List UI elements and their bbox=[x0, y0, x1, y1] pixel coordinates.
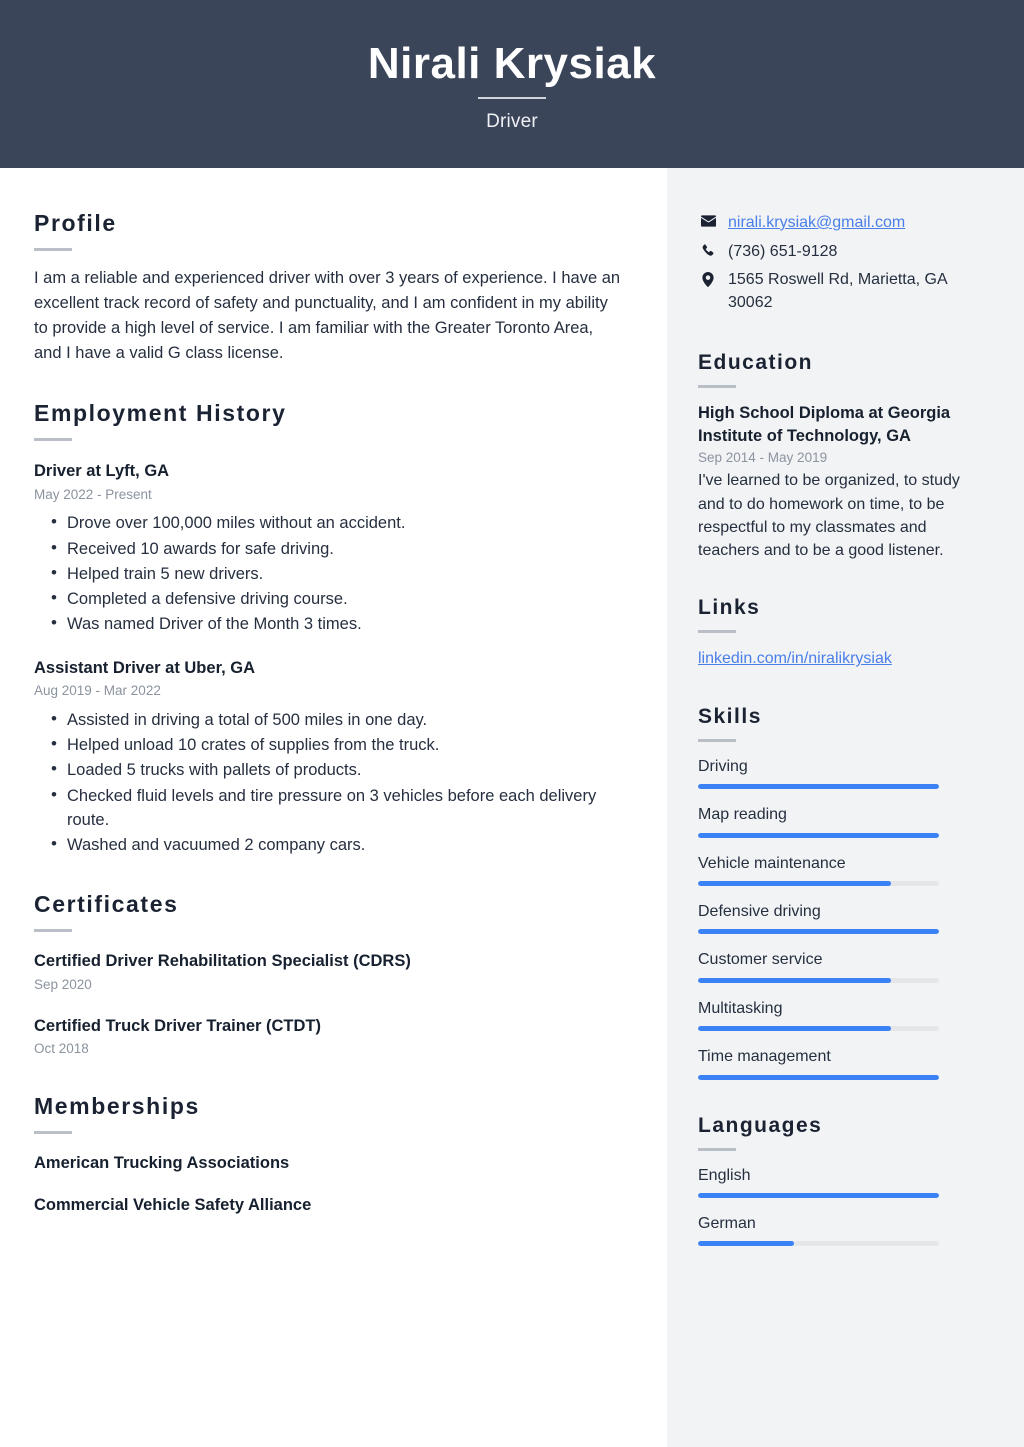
language-level-track bbox=[698, 1241, 939, 1246]
section-rule bbox=[698, 1148, 736, 1151]
section-heading-links: Links bbox=[698, 596, 761, 620]
skill-level-track bbox=[698, 833, 939, 838]
employment-bullet-list bbox=[34, 511, 621, 636]
section-employment-history bbox=[34, 400, 621, 857]
section-rule bbox=[698, 630, 736, 633]
education-entry-list bbox=[698, 402, 990, 562]
skill-level-fill bbox=[698, 784, 939, 789]
skill-level-fill bbox=[698, 833, 939, 838]
skill-label: Customer service bbox=[698, 951, 823, 969]
skill-level-fill bbox=[698, 1026, 891, 1031]
section-profile bbox=[34, 210, 621, 366]
contact-row bbox=[698, 269, 990, 314]
main-column bbox=[0, 168, 667, 1447]
section-rule bbox=[698, 385, 736, 388]
skill-level-track bbox=[698, 929, 939, 934]
skill-level-fill bbox=[698, 881, 891, 886]
employment-job-title: Assistant Driver at Uber, GA bbox=[34, 658, 255, 677]
contact-row[interactable] bbox=[698, 212, 990, 235]
skill bbox=[698, 853, 990, 886]
certificate-list bbox=[34, 950, 621, 1058]
skill-label: Vehicle maintenance bbox=[698, 854, 846, 872]
certificate-title: Certified Driver Rehabilitation Specialist (CDRS) bbox=[34, 952, 411, 971]
contact-value: (736) 651-9128 bbox=[728, 242, 838, 260]
employment-bullet: • Helped unload 10 crates of supplies from the truck. bbox=[34, 733, 621, 757]
membership-entry: Commercial Vehicle Safety Alliance bbox=[34, 1195, 312, 1214]
employment-bullet: • Assisted in driving a total of 500 miles in one day. bbox=[34, 708, 621, 732]
contact-email-link[interactable]: nirali.krysiak@gmail.com bbox=[728, 214, 906, 231]
employment-bullet: • Completed a defensive driving course. bbox=[34, 587, 621, 611]
phone-icon bbox=[698, 241, 718, 258]
sidebar-column bbox=[667, 168, 1024, 1447]
resume-header bbox=[0, 0, 1024, 168]
employment-bullet: • Helped train 5 new drivers. bbox=[34, 562, 621, 586]
membership-entry: American Trucking Associations bbox=[34, 1153, 290, 1172]
certificate-title: Certified Truck Driver Trainer (CTDT) bbox=[34, 1016, 321, 1035]
skill-label: Multitasking bbox=[698, 999, 783, 1017]
section-heading-profile: Profile bbox=[34, 210, 117, 236]
skill bbox=[698, 1046, 990, 1079]
certificate-date: Sep 2020 bbox=[34, 976, 92, 992]
header-divider bbox=[478, 97, 546, 99]
skill-level-track bbox=[698, 1075, 939, 1080]
skill-level-track bbox=[698, 978, 939, 983]
skill bbox=[698, 756, 990, 789]
contact-value: 1565 Roswell Rd, Marietta, GA 30062 bbox=[728, 271, 947, 312]
employment-bullet-list bbox=[34, 708, 621, 858]
certificate-entry bbox=[34, 950, 621, 994]
section-memberships bbox=[34, 1093, 621, 1217]
language bbox=[698, 1165, 990, 1198]
profile-text: I am a reliable and experienced driver with over 3 years of experience. I have an excellent track record of safety and punctuality, and I am confident in my ability to provide a high level of service. I am familiar with the Greater Toronto Area, and I have a valid G class license. bbox=[34, 269, 621, 363]
section-rule bbox=[698, 739, 736, 742]
link-list bbox=[698, 648, 990, 671]
link-row[interactable] bbox=[698, 648, 990, 671]
section-rule bbox=[34, 248, 72, 251]
section-heading-employment: Employment History bbox=[34, 400, 287, 427]
section-languages bbox=[698, 1114, 990, 1247]
skill-label: Defensive driving bbox=[698, 903, 821, 921]
skill-label: Time management bbox=[698, 1048, 831, 1066]
language-label: German bbox=[698, 1215, 756, 1232]
section-rule bbox=[34, 929, 72, 932]
skill-label: Map reading bbox=[698, 806, 787, 824]
section-skills bbox=[698, 705, 990, 1080]
employment-bullet: • Drove over 100,000 miles without an accident. bbox=[34, 511, 621, 535]
section-education bbox=[698, 351, 990, 562]
contact-details bbox=[698, 212, 990, 315]
education-degree: High School Diploma at Georgia Institute of Technology, GA bbox=[698, 403, 951, 445]
language-level-track bbox=[698, 1193, 939, 1198]
skill bbox=[698, 998, 990, 1031]
certificate-date: Oct 2018 bbox=[34, 1040, 89, 1056]
section-certificates bbox=[34, 891, 621, 1058]
skill bbox=[698, 949, 990, 982]
skill-label: Driving bbox=[698, 757, 748, 775]
membership-list bbox=[34, 1152, 621, 1217]
section-links bbox=[698, 596, 990, 671]
language-level-fill bbox=[698, 1241, 794, 1246]
employment-date-range: Aug 2019 - Mar 2022 bbox=[34, 682, 161, 698]
employment-entry-list bbox=[34, 460, 621, 857]
education-entry bbox=[698, 402, 990, 562]
section-rule bbox=[34, 1131, 72, 1134]
skill-level-fill bbox=[698, 978, 891, 983]
employment-bullet: • Checked fluid levels and tire pressure on 3 vehicles before each delivery route. bbox=[34, 784, 621, 833]
skill-level-track bbox=[698, 1026, 939, 1031]
section-rule bbox=[34, 438, 72, 441]
section-heading-memberships: Memberships bbox=[34, 1092, 200, 1119]
language-list bbox=[698, 1165, 990, 1247]
section-heading-certificates: Certificates bbox=[34, 891, 179, 918]
employment-entry bbox=[34, 657, 621, 858]
language-level-fill bbox=[698, 1193, 939, 1198]
skill-level-track bbox=[698, 784, 939, 789]
contact-row bbox=[698, 241, 990, 264]
employment-job-title: Driver at Lyft, GA bbox=[34, 462, 170, 481]
section-heading-languages: Languages bbox=[698, 1113, 823, 1137]
skill-level-fill bbox=[698, 1075, 939, 1080]
education-description: I've learned to be organized, to study and to do homework on time, to be respectful to my classmates and teachers and to be a good listener. bbox=[698, 472, 960, 559]
employment-date-range: May 2022 - Present bbox=[34, 486, 152, 502]
map-pin-icon bbox=[698, 269, 718, 287]
employment-bullet: • Washed and vacuumed 2 company cars. bbox=[34, 833, 621, 857]
language bbox=[698, 1213, 990, 1246]
skill-list bbox=[698, 756, 990, 1080]
resume-body bbox=[0, 168, 1024, 1447]
envelope-icon bbox=[698, 212, 718, 227]
employment-bullet: • Was named Driver of the Month 3 times. bbox=[34, 612, 621, 636]
section-heading-education: Education bbox=[698, 350, 814, 374]
skill bbox=[698, 901, 990, 934]
education-date-range: Sep 2014 - May 2019 bbox=[698, 450, 828, 466]
employment-bullet: • Received 10 awards for safe driving. bbox=[34, 537, 621, 561]
candidate-job-title: Driver bbox=[486, 111, 538, 133]
profile-link[interactable]: linkedin.com/in/niralikrysiak bbox=[698, 650, 892, 668]
skill bbox=[698, 804, 990, 837]
employment-bullet: • Loaded 5 trucks with pallets of products. bbox=[34, 758, 621, 782]
skill-level-track bbox=[698, 881, 939, 886]
candidate-name: Nirali Krysiak bbox=[367, 38, 657, 88]
section-heading-skills: Skills bbox=[698, 704, 762, 728]
certificate-entry bbox=[34, 1015, 621, 1059]
language-label: English bbox=[698, 1166, 751, 1184]
employment-entry bbox=[34, 460, 621, 636]
skill-level-fill bbox=[698, 929, 939, 934]
